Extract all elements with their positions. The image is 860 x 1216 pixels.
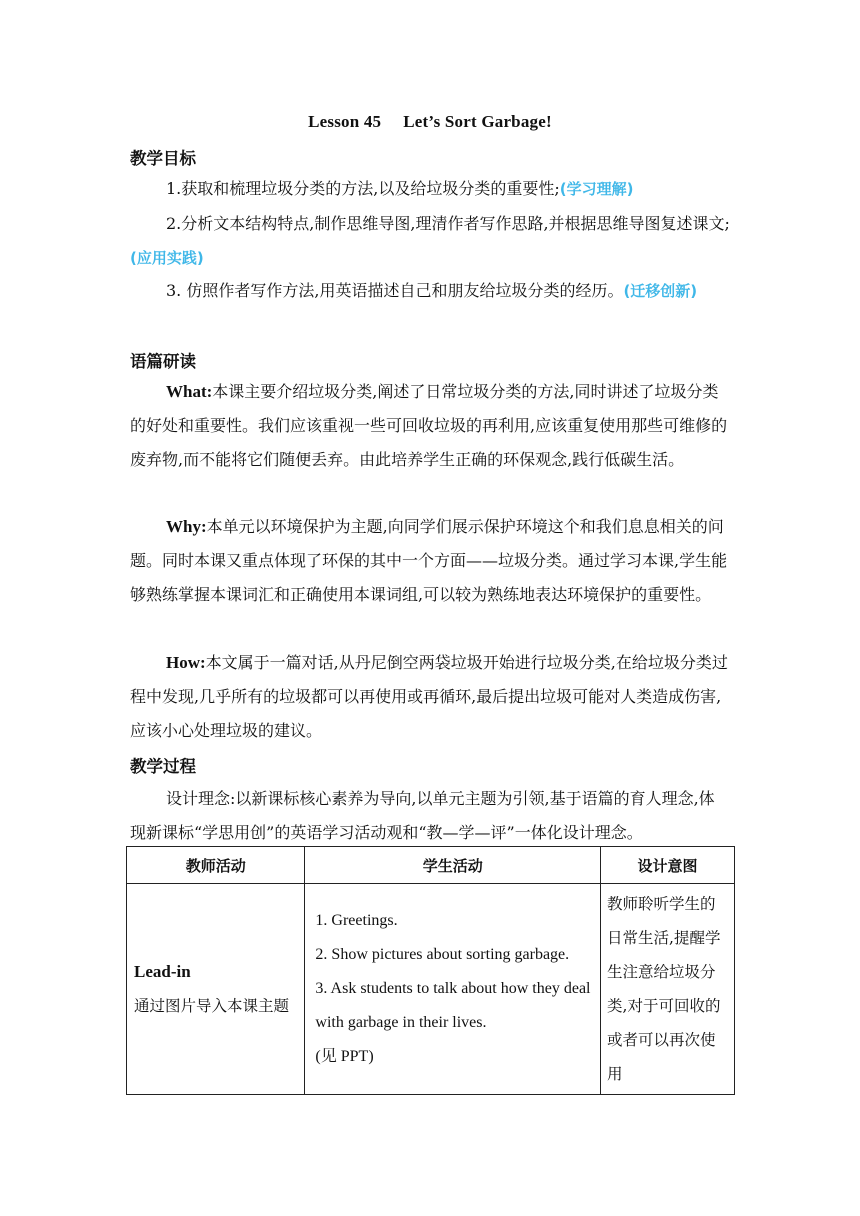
reading-label: What:: [166, 382, 213, 401]
process-intro: 设计理念:以新课标核心素养为导向,以单元主题为引领,基于语篇的育人理念,体现新课标“学思用创”的英语学习活动观和“教—学—评”一体化设计理念。: [130, 789, 715, 842]
lesson-name: Let’s Sort Garbage!: [403, 112, 552, 131]
header-student-activity: 学生活动: [305, 847, 601, 884]
reading-what: What:本课主要介绍垃圾分类,阐述了日常垃圾分类的方法,同时讲述了垃圾分类的好处和重要性。我们应该重视一些可回收垃圾的再利用,应该重复使用那些可维修的废弃物,而不能将它们随便丢弃。由此培养学生正确的环保观念,践行低碳生活。: [130, 382, 728, 469]
reading-how: How:本文属于一篇对话,从丹尼倒空两袋垃圾开始进行垃圾分类,在给垃圾分类过程中发现,几乎所有的垃圾都可以再使用或再循环,最后提出垃圾可能对人类造成伤害,应该小心处理垃圾的建议。: [130, 653, 728, 740]
lead-in-label: Lead-in: [134, 962, 191, 981]
objective-tag: (学习理解): [559, 180, 634, 198]
process-heading: 教学过程: [130, 757, 196, 776]
objective-2: 2.分析文本结构特点,制作思维导图,理清作者写作思路,并根据思维导图复述课文;(应用实践): [130, 214, 730, 267]
reading-label: How:: [166, 653, 206, 672]
header-teacher-activity: 教师活动: [127, 847, 305, 884]
reading-label: Why:: [166, 517, 207, 536]
student-activity-line: 3. Ask students to talk about how they deal with garbage in their lives.: [315, 980, 591, 1031]
table-header-row: [127, 847, 735, 884]
student-activity-cell: [305, 884, 601, 1095]
lesson-number: Lesson 45: [308, 112, 382, 131]
table-row: [127, 884, 735, 1095]
lesson-title: [0, 112, 860, 132]
teacher-activity-text: 通过图片导入本课主题: [134, 997, 290, 1015]
student-activity-line: 1. Greetings.: [315, 912, 398, 929]
design-intent-cell: 教师聆听学生的日常生活,提醒学生注意给垃圾分类,对于可回收的或者可以再次使用: [601, 884, 735, 1095]
reading-why: Why:本单元以环境保护为主题,向同学们展示保护环境这个和我们息息相关的问题。同时本课又重点体现了环保的其中一个方面——垃圾分类。通过学习本课,学生能够熟练掌握本课词汇和正确使用本课词组,可以较为熟练地表达环境保护的重要性。: [130, 517, 728, 604]
lesson-plan-table: [126, 846, 735, 1095]
student-activity-line: (见 PPT): [315, 1048, 374, 1065]
header-design-intent: 设计意图: [601, 847, 735, 884]
objective-tag: (迁移创新): [623, 282, 698, 300]
objective-1: 1.获取和梳理垃圾分类的方法,以及给垃圾分类的重要性;(学习理解): [166, 179, 634, 198]
reading-heading: 语篇研读: [130, 352, 196, 371]
objectives-heading: 教学目标: [130, 149, 196, 168]
student-activity-line: 2. Show pictures about sorting garbage.: [315, 946, 570, 963]
objective-tag: (应用实践): [130, 249, 204, 267]
teacher-activity-cell: [127, 884, 305, 1095]
objective-3: 3. 仿照作者写作方法,用英语描述自己和朋友给垃圾分类的经历。(迁移创新): [166, 281, 698, 300]
